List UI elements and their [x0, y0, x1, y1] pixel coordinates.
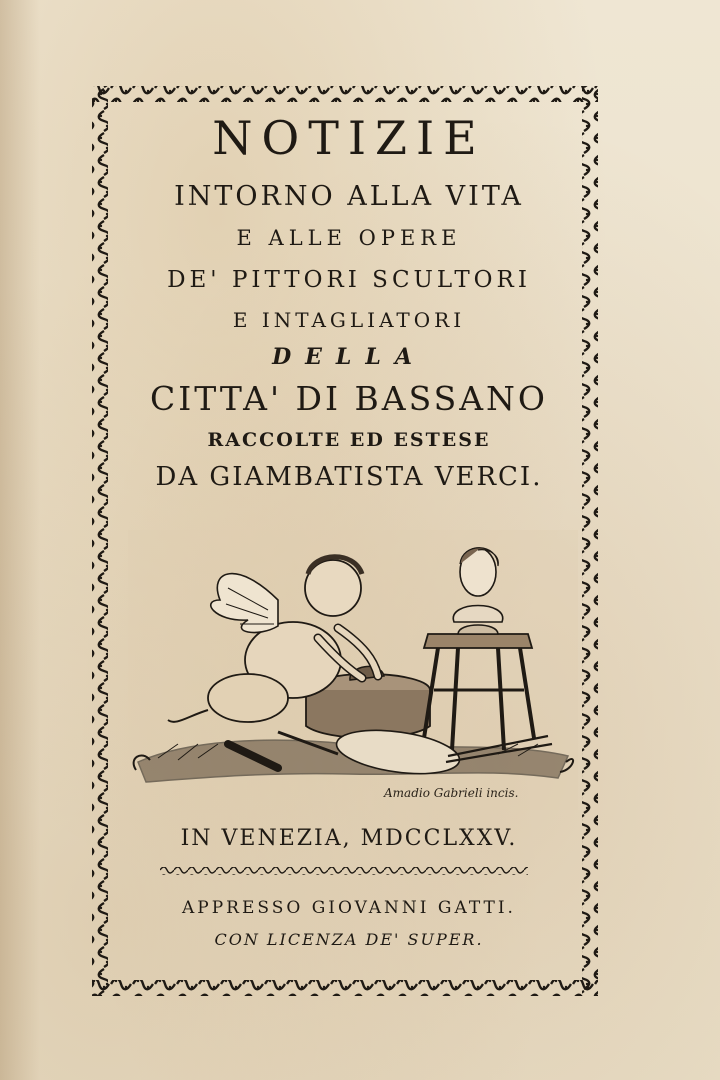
title-line-della: DELLA: [272, 344, 426, 370]
imprint-licence: CON LICENZA DE' SUPER.: [214, 930, 484, 949]
title-line-raccolte: RACCOLTE ED ESTESE: [207, 429, 491, 451]
title-line-author: DA GIAMBATISTA VERCI.: [155, 462, 543, 492]
ornamental-rule: [160, 866, 528, 876]
title-line-intagliatori: E INTAGLIATORI: [232, 308, 466, 332]
engraver-signature: Amadio Gabrieli incis.: [384, 786, 519, 800]
imprint-publisher: APPRESSO GIOVANNI GATTI.: [182, 898, 516, 918]
title-line-citta: CITTA' DI BASSANO: [150, 379, 548, 418]
cherub-sculptor-engraving-icon: [128, 530, 578, 810]
title-line-opere: E ALLE OPERE: [236, 226, 462, 250]
imprint-place-date: IN VENEZIA, MDCCLXXV.: [180, 826, 518, 851]
title-line-intorno: INTORNO ALLA VITA: [174, 181, 524, 212]
title-line-pittori: DE' PITTORI SCULTORI: [167, 267, 531, 293]
title-notizie: NOTIZIE: [212, 111, 486, 165]
title-block: [110, 111, 588, 492]
